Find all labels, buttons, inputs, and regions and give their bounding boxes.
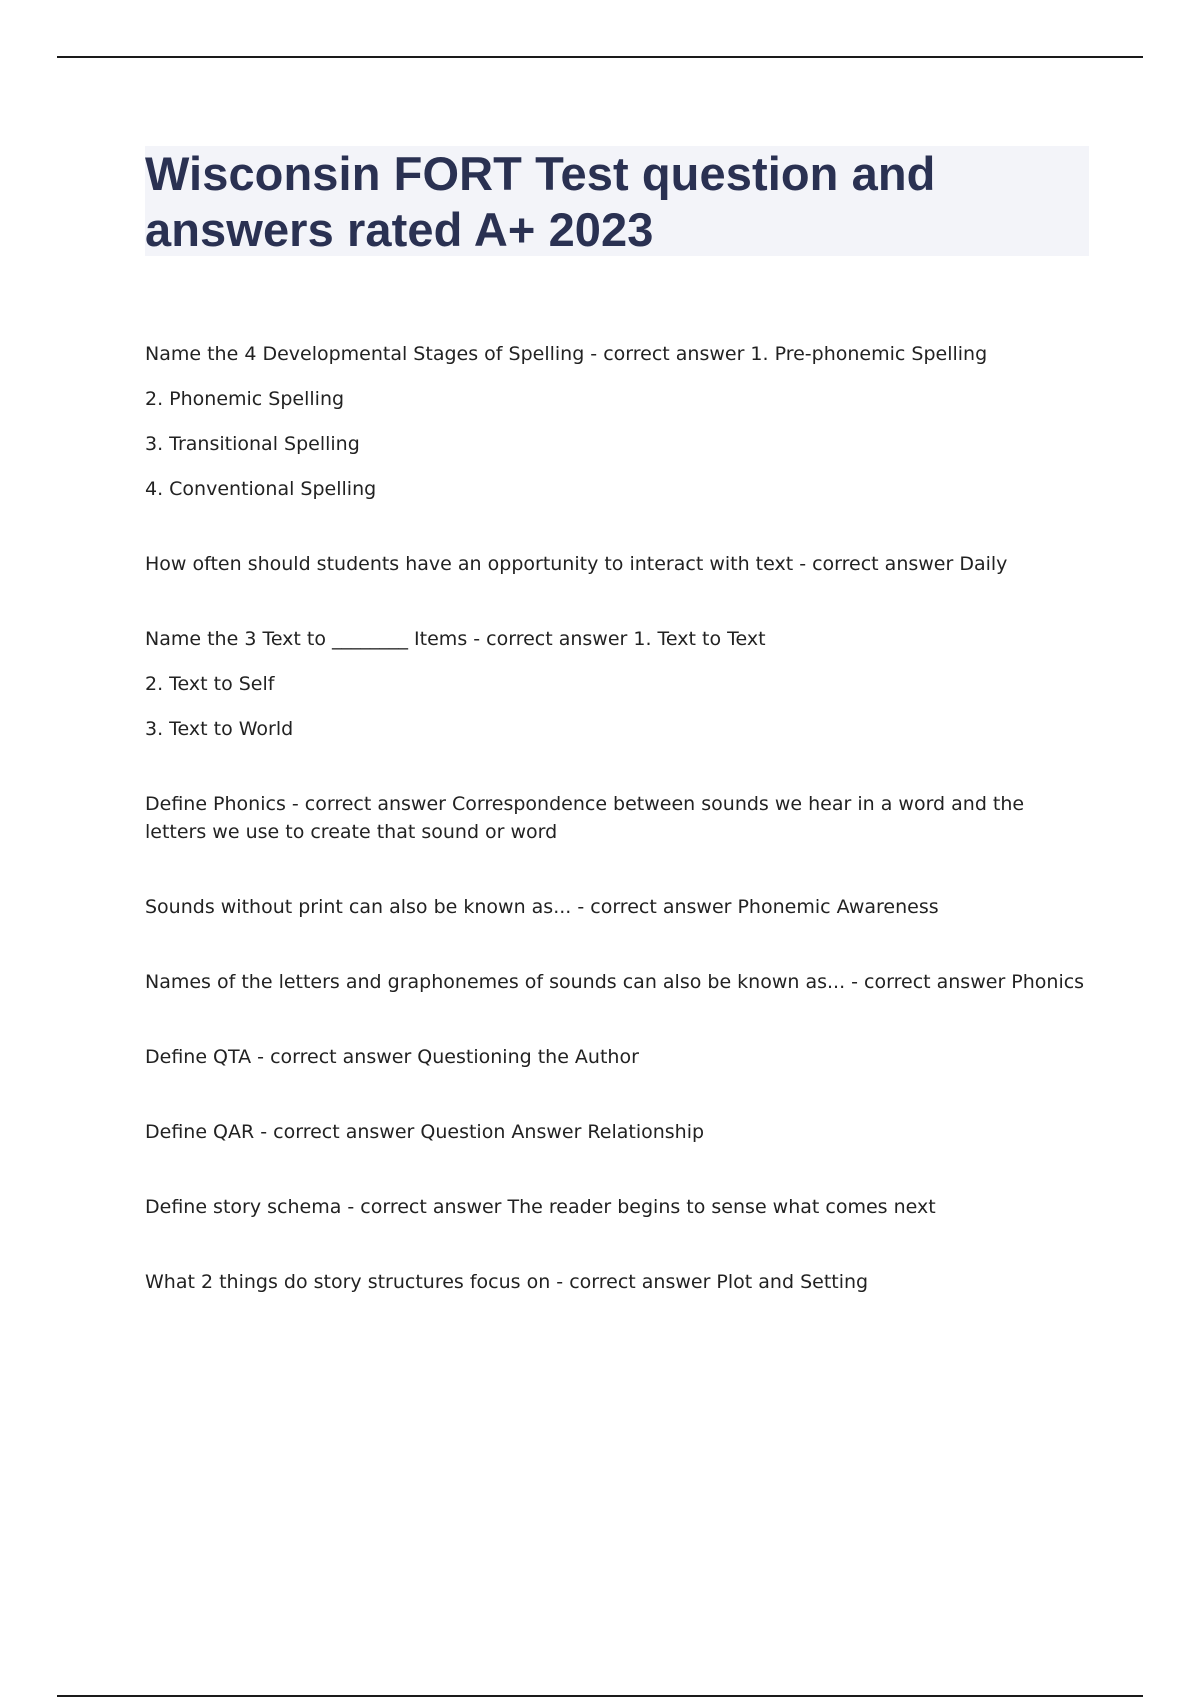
qa-line: 2. Text to Self	[145, 673, 275, 695]
qa-line: 2. Phonemic Spelling	[145, 388, 345, 410]
qa-line: Names of the letters and graphonemes of sounds can also be known as... - correct answer Phonics	[145, 971, 1085, 993]
top-rule	[57, 56, 1143, 58]
qa-line: Name the 3 Text to ________ Items - correct answer 1. Text to Text	[145, 628, 766, 650]
qa-item-7	[145, 1043, 1085, 1071]
qa-line: 4. Conventional Spelling	[145, 478, 377, 500]
qa-item-4	[145, 790, 1085, 846]
qa-line: How often should students have an opportunity to interact with text - correct answer Daily	[145, 553, 1008, 575]
qa-item-10	[145, 1268, 1085, 1296]
bottom-rule	[57, 1695, 1143, 1697]
qa-line: Name the 4 Developmental Stages of Spelling - correct answer 1. Pre-phonemic Spelling	[145, 343, 988, 365]
qa-line: Sounds without print can also be known as... - correct answer Phonemic Awareness	[145, 896, 939, 918]
qa-line: Define QTA - correct answer Questioning the Author	[145, 1046, 639, 1068]
qa-list	[145, 340, 1085, 1343]
qa-item-3	[145, 625, 1085, 743]
qa-item-1	[145, 340, 1085, 503]
title-block	[145, 146, 1089, 256]
qa-line: 3. Text to World	[145, 718, 294, 740]
qa-line: Define story schema - correct answer The reader begins to sense what comes next	[145, 1196, 936, 1218]
qa-item-8	[145, 1118, 1085, 1146]
qa-item-5	[145, 893, 1085, 921]
qa-item-9	[145, 1193, 1085, 1221]
document-title: Wisconsin FORT Test question and answers rated A+ 2023	[145, 147, 936, 256]
qa-line: Define QAR - correct answer Question Answer Relationship	[145, 1121, 705, 1143]
qa-item-6	[145, 968, 1085, 996]
qa-item-2	[145, 550, 1085, 578]
qa-line: Define Phonics - correct answer Correspondence between sounds we hear in a word and the letters we use to create that sound or word	[145, 793, 1031, 843]
qa-line: What 2 things do story structures focus on - correct answer Plot and Setting	[145, 1271, 869, 1293]
qa-line: 3. Transitional Spelling	[145, 433, 360, 455]
